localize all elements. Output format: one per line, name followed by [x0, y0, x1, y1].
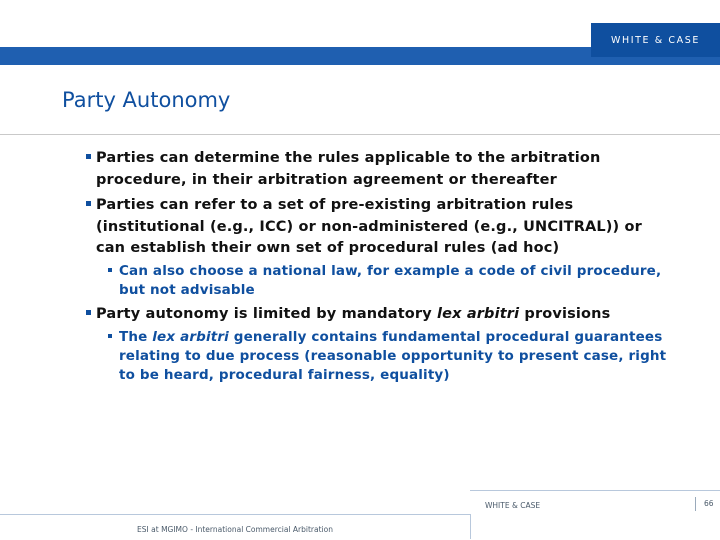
slide-content — [86, 148, 676, 389]
sub-bullet-2-1 — [108, 262, 676, 300]
bullet-2 — [86, 195, 676, 260]
sub-bullet-2-1-text: Can also choose a national law, for example a code of civil procedure, but not advisable — [119, 262, 662, 298]
bullet-3-text-after: provisions — [519, 305, 611, 322]
footer-course — [0, 514, 471, 539]
brand-logo-text: WHITE & CASE — [611, 34, 700, 46]
sub-bullet-3-1-prefix: The — [119, 329, 153, 345]
bullet-3-text-before: Party autonomy is limited by mandatory — [96, 305, 438, 322]
bullet-1 — [86, 148, 676, 191]
sub-bullet-3-1 — [108, 328, 676, 385]
footer-firm-box — [470, 490, 720, 515]
sub-bullet-3-1-italic: lex arbitri — [152, 329, 229, 345]
footer-firm-text: WHITE & CASE — [485, 501, 541, 510]
title-divider — [0, 134, 720, 135]
bullet-3-text-italic: lex arbitri — [437, 305, 520, 322]
brand-logo — [591, 23, 720, 57]
slide-title: Party Autonomy — [62, 88, 231, 112]
bullet-3 — [86, 304, 676, 326]
bullet-1-text: Parties can determine the rules applicable to the arbitration procedure, in their arbitration agreement or thereafter — [96, 150, 601, 188]
sub-bullet-3-1-after: generally contains fundamental procedural guarantees relating to due process (reasonable opportunity to present case, right to be heard, procedural fairness, equality) — [119, 329, 667, 383]
bullet-2-text: Parties can refer to a set of pre-existing arbitration rules (institutional (e.g., ICC) or non-administered (e.g., UNCITRAL)) or can establish their own set of procedural rules (ad hoc) — [96, 197, 642, 256]
page-number: 66 — [704, 499, 714, 508]
footer-separator — [695, 497, 696, 511]
footer-course-text: ESI at MGIMO - International Commercial Arbitration — [137, 524, 333, 534]
